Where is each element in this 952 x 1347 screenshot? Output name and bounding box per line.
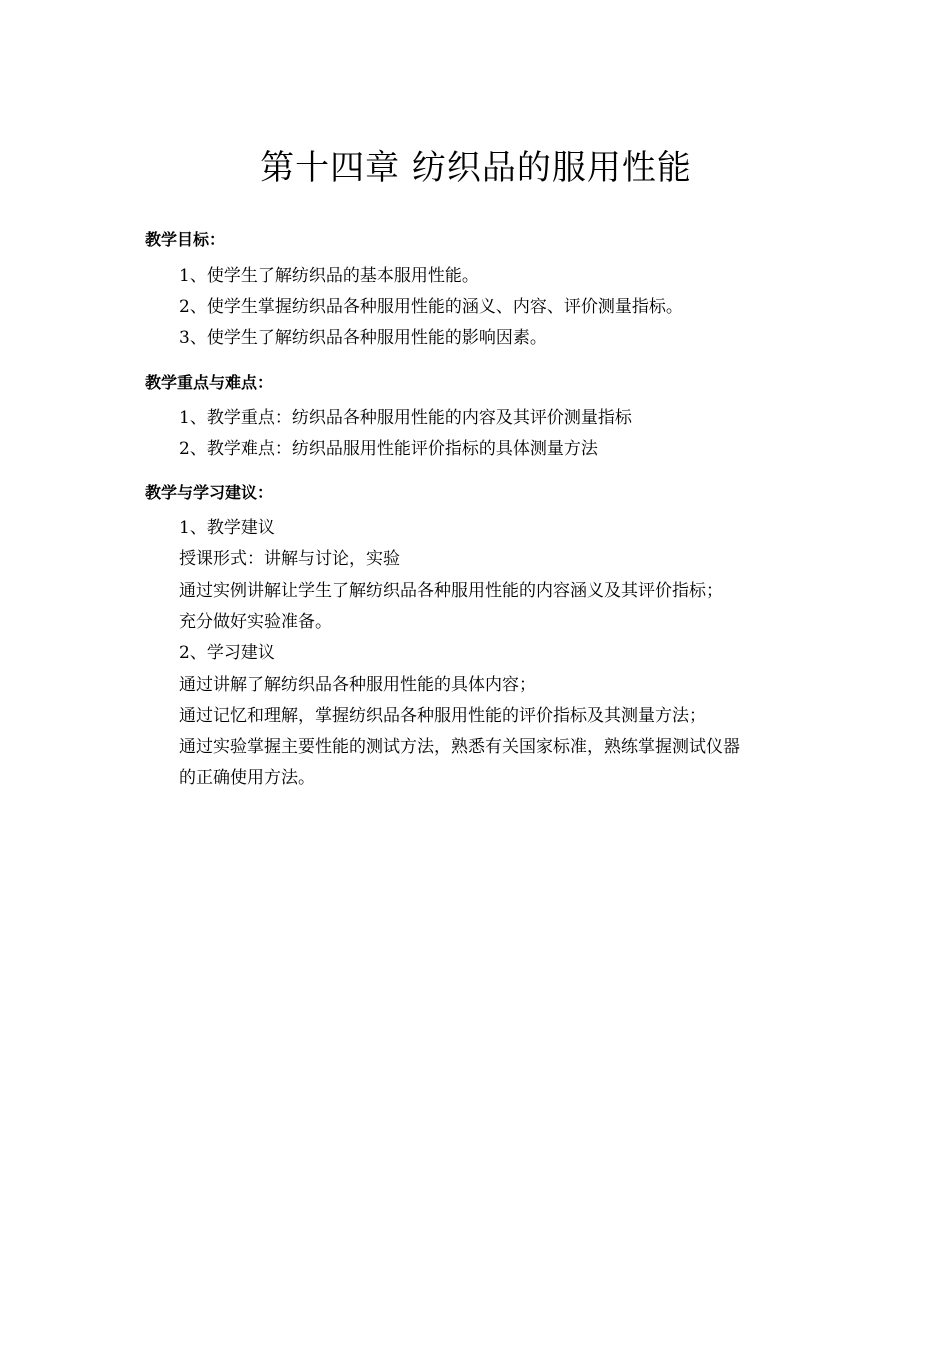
suggestion-line-6: 通过讲解了解纺织品各种服用性能的具体内容；: [179, 675, 536, 695]
suggestion-line-5: 2、学习建议: [179, 643, 275, 663]
suggestion-line-1: 1、教学建议: [179, 518, 275, 538]
chapter-title: 第十四章 纺织品的服用性能: [260, 148, 692, 188]
suggestion-line-7: 通过记忆和理解，掌握纺织品各种服用性能的评价指标及其测量方法；: [179, 706, 706, 726]
suggestion-line-8: 通过实验掌握主要性能的测试方法，熟悉有关国家标准，熟练掌握测试仪器: [179, 737, 740, 757]
key-points-heading: 教学重点与难点：: [145, 373, 274, 392]
objective-item-1: 1、使学生了解纺织品的基本服用性能。: [179, 266, 479, 286]
objective-item-2: 2、使学生掌握纺织品各种服用性能的涵义、内容、评价测量指标。: [179, 297, 683, 317]
suggestion-line-3: 通过实例讲解让学生了解纺织品各种服用性能的内容涵义及其评价指标；: [179, 581, 723, 601]
key-point-item-2: 2、教学难点：纺织品服用性能评价指标的具体测量方法: [179, 439, 598, 459]
suggestion-line-2: 授课形式：讲解与讨论，实验: [179, 549, 400, 569]
suggestions-heading: 教学与学习建议：: [145, 483, 274, 502]
objective-item-3: 3、使学生了解纺织品各种服用性能的影响因素。: [179, 328, 547, 348]
key-point-item-1: 1、教学重点：纺织品各种服用性能的内容及其评价测量指标: [179, 408, 632, 428]
objectives-heading: 教学目标：: [145, 230, 226, 249]
suggestion-line-9: 的正确使用方法。: [179, 768, 315, 788]
suggestion-line-4: 充分做好实验准备。: [179, 612, 332, 632]
